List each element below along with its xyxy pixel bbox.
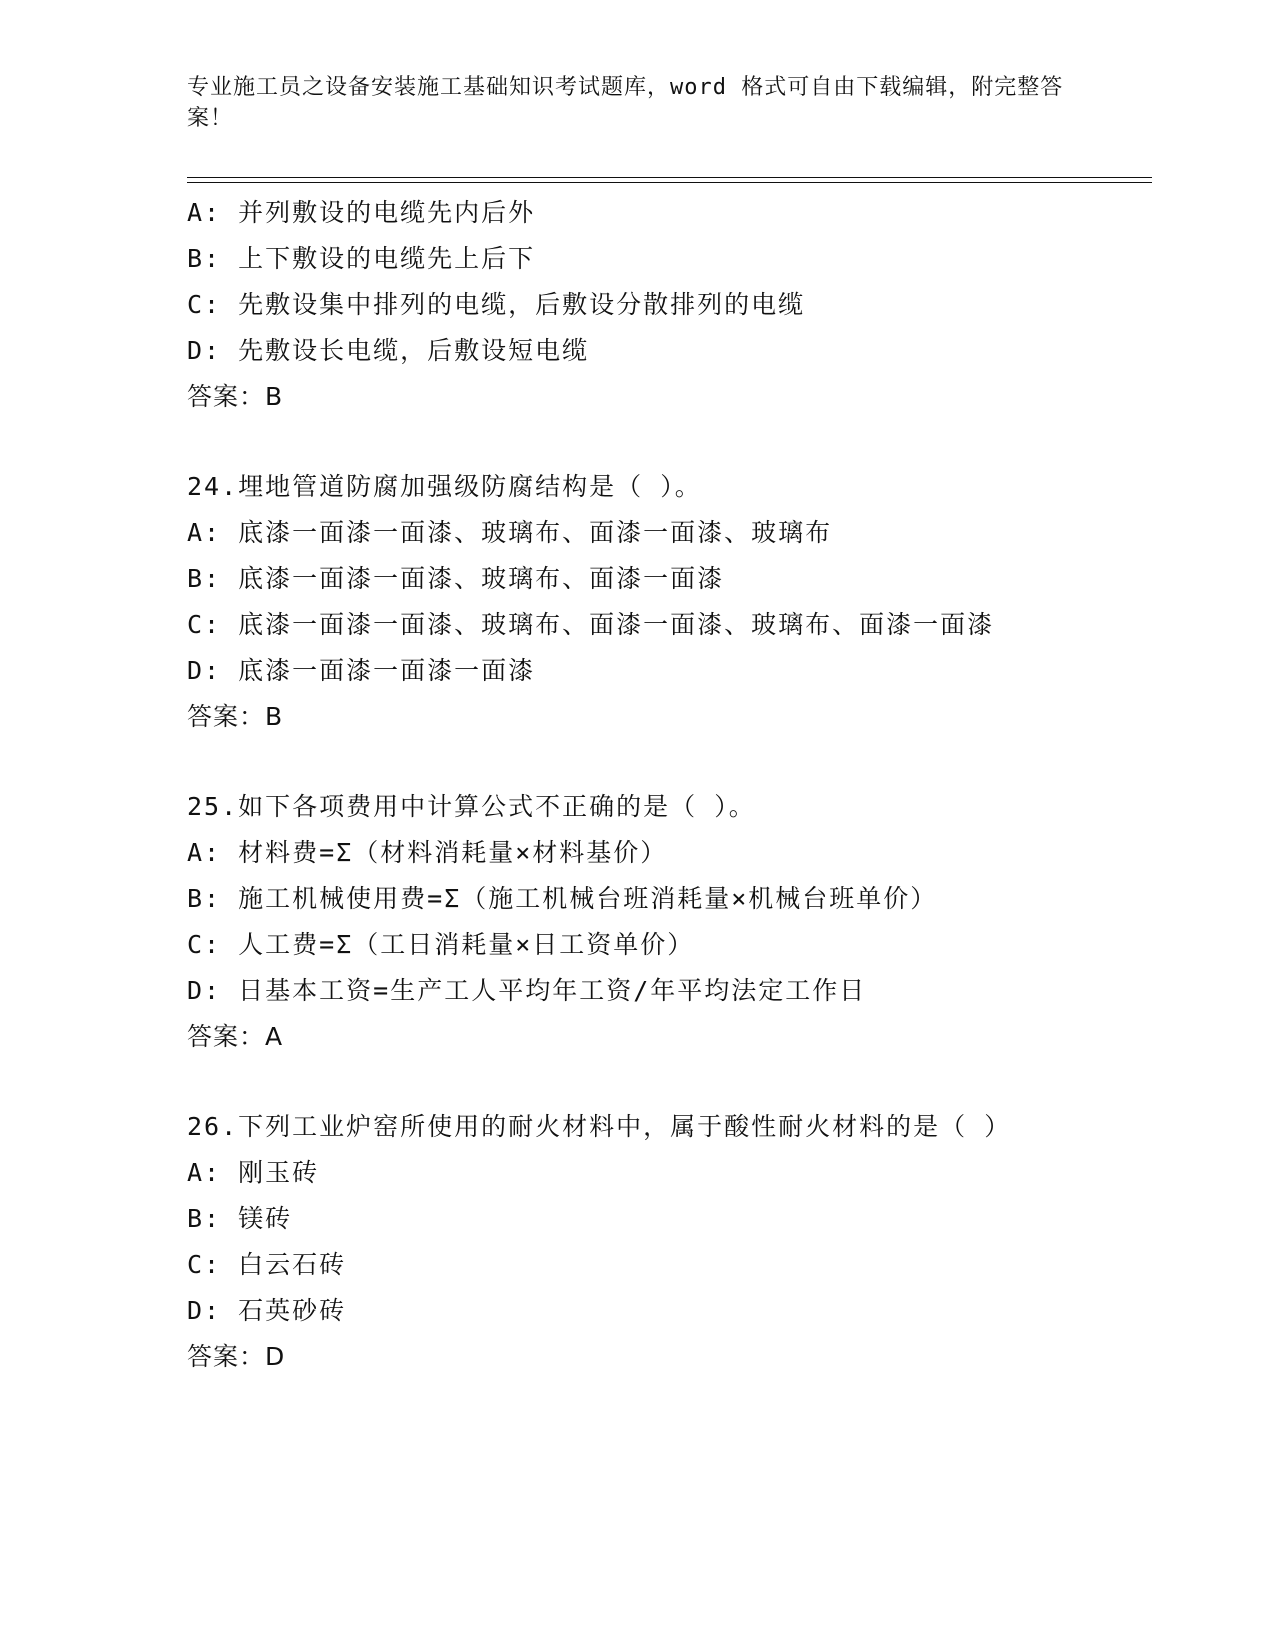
question-text: 24.埋地管道防腐加强级防腐结构是（ ）。 [187, 472, 702, 501]
question-block [187, 464, 1147, 740]
question-text: 25.如下各项费用中计算公式不正确的是（ ）。 [187, 792, 756, 821]
question-block [187, 190, 1147, 420]
document-header: 专业施工员之设备安装施工基础知识考试题库，word 格式可自由下载编辑，附完整答案！ [187, 75, 1064, 131]
option-d: D: 底漆一面漆一面漆一面漆 [187, 656, 536, 685]
question-list [187, 190, 1147, 1380]
option-d: D: 石英砂砖 [187, 1296, 347, 1325]
option-a: A: 刚玉砖 [187, 1158, 320, 1187]
option-d: D: 先敷设长电缆，后敷设短电缆 [187, 336, 590, 365]
option-b: B: 施工机械使用费=Σ（施工机械台班消耗量×机械台班单价） [187, 884, 938, 913]
answer: 答案：D [187, 1342, 286, 1371]
option-c: C: 白云石砖 [187, 1250, 347, 1279]
question-block [187, 1104, 1147, 1380]
option-c: C: 底漆一面漆一面漆、玻璃布、面漆一面漆、玻璃布、面漆一面漆 [187, 610, 995, 639]
question-text: 26.下列工业炉窑所使用的耐火材料中，属于酸性耐火材料的是（ ） [187, 1112, 1012, 1141]
answer: 答案：B [187, 702, 284, 731]
header-divider-top [187, 177, 1152, 178]
option-d: D: 日基本工资=生产工人平均年工资/年平均法定工作日 [187, 976, 867, 1005]
option-c: C: 人工费=Σ（工日消耗量×日工资单价） [187, 930, 695, 959]
option-b: B: 底漆一面漆一面漆、玻璃布、面漆一面漆 [187, 564, 725, 593]
header-divider-bottom [187, 182, 1152, 183]
option-b: B: 镁砖 [187, 1204, 293, 1233]
option-a: A: 并列敷设的电缆先内后外 [187, 198, 536, 227]
option-a: A: 底漆一面漆一面漆、玻璃布、面漆一面漆、玻璃布 [187, 518, 833, 547]
option-c: C: 先敷设集中排列的电缆，后敷设分散排列的电缆 [187, 290, 806, 319]
answer: 答案：A [187, 1022, 284, 1051]
answer: 答案：B [187, 382, 284, 411]
option-b: B: 上下敷设的电缆先上后下 [187, 244, 536, 273]
option-a: A: 材料费=Σ（材料消耗量×材料基价） [187, 838, 668, 867]
question-block [187, 784, 1147, 1060]
